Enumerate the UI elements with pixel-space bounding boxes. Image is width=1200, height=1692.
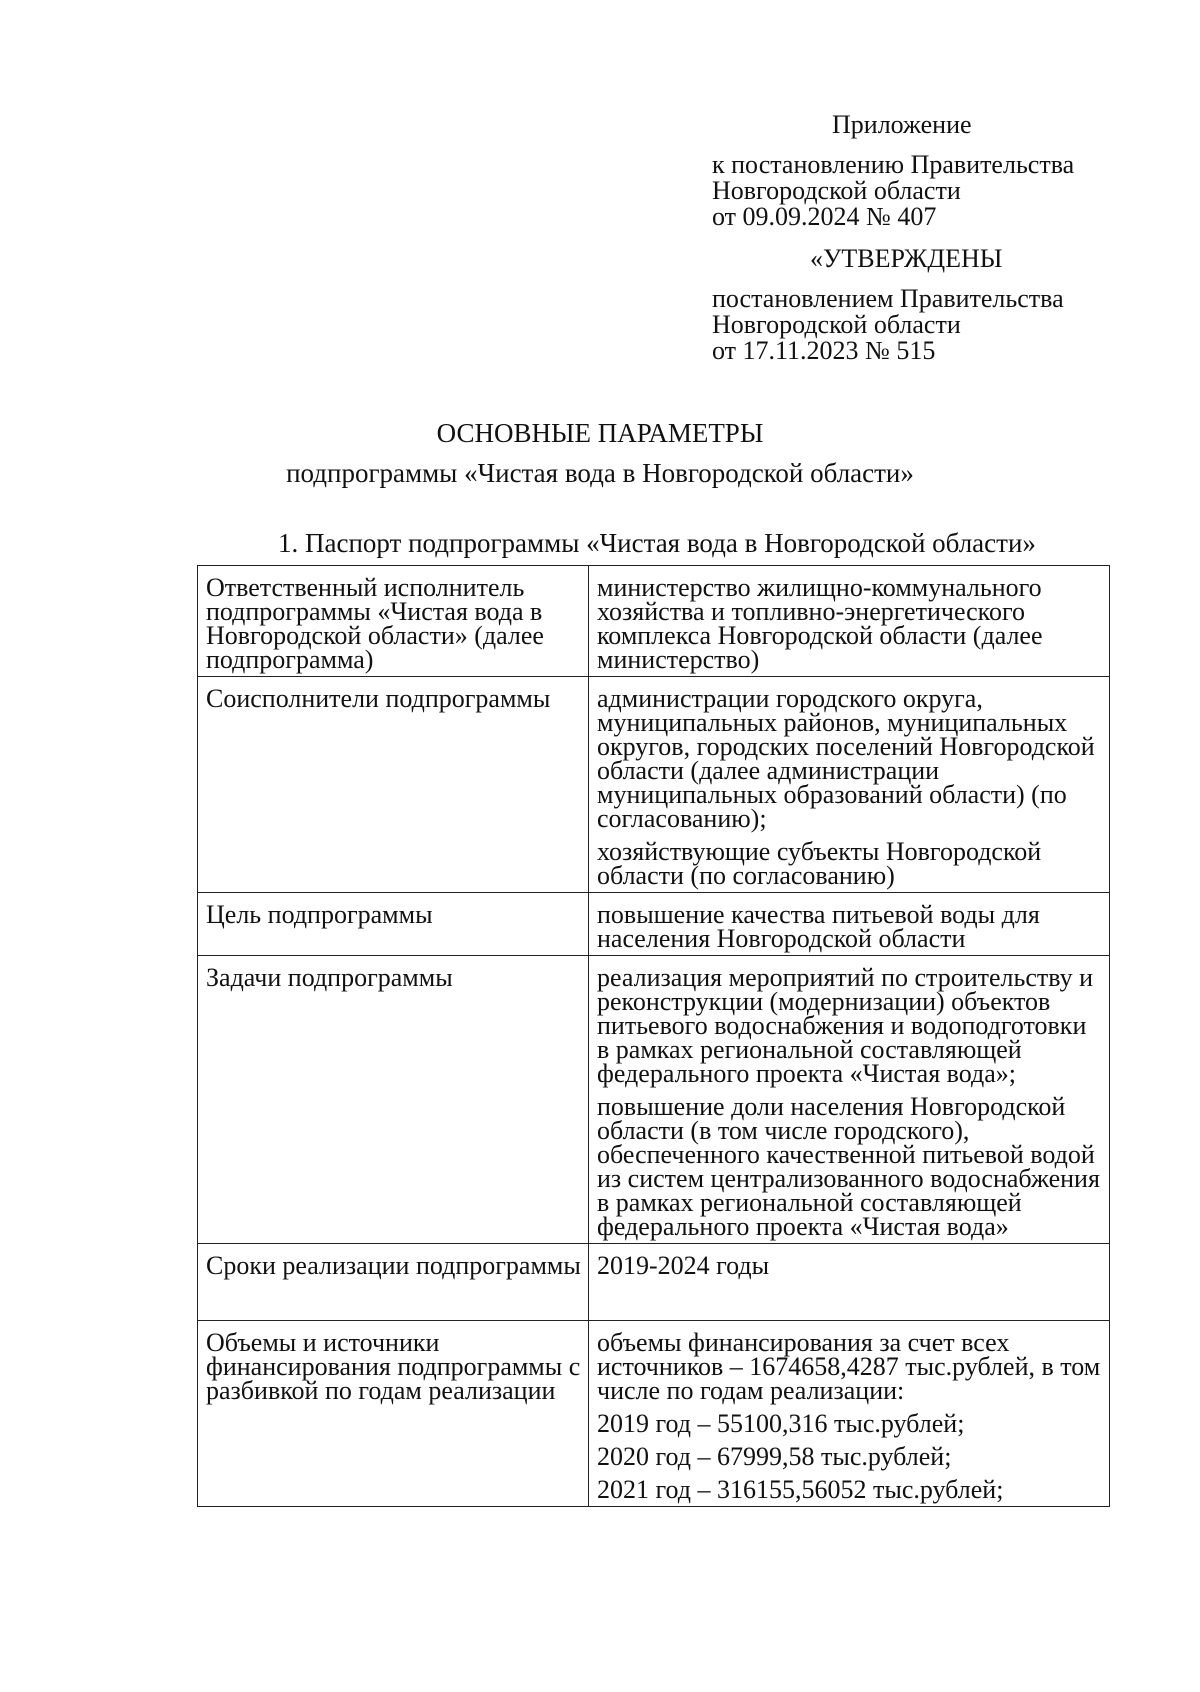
document-title: ОСНОВНЫЕ ПАРАМЕТРЫ [436,418,764,448]
value-paragraph: повышение качества питьевой воды для населения Новгородской области [597,900,1040,953]
value-paragraph: администрации городского округа, муниципальных районов, муниципальных округов, городских поселений Новгородской области (далее администрации муниципальных образований области) (по согласованию); [597,684,1095,833]
row-value-funding [589,1321,1110,1507]
row-value-tasks [589,956,1110,1244]
funding-year-2019: 2019 год – 55100,316 тыс.рублей; [597,1409,965,1438]
section-title: 1. Паспорт подпрограммы «Чистая вода в Новгородской области» [278,528,1036,558]
value-paragraph: повышение доли населения Новгородской области (в том числе городского), обеспеченного качественной питьевой водой из систем централизованного водоснабжения в рамках региональной составляющей федерального проекта «Чистая вода» [597,1092,1100,1241]
table-row [198,566,1110,677]
approved-title: «УТВЕРЖДЕНЫ [810,244,1003,273]
value-paragraph: хозяйствующие субъекты Новгородской области (по согласованию) [597,837,1042,890]
value-paragraph: 2019-2024 годы [597,1251,770,1280]
table-row [198,893,1110,956]
row-value-timeline [589,1244,1110,1321]
approved-reference [712,286,1064,364]
approved-line: Новгородской области [712,310,961,339]
row-label-goal: Цель подпрограммы [198,893,589,956]
funding-year-2020: 2020 год – 67999,58 тыс.рублей; [597,1442,952,1471]
approved-line: от 17.11.2023 № 515 [712,336,936,365]
row-label-timeline: Сроки реализации подпрограммы [198,1244,589,1321]
approved-line: постановлением Правительства [712,284,1064,313]
table-row [198,1321,1110,1507]
passport-table [197,565,1110,1507]
table-row [198,1244,1110,1321]
row-label-funding: Объемы и источники финансирования подпрограммы с разбивкой по годам реализации [198,1321,589,1507]
row-label-tasks: Задачи подпрограммы [198,956,589,1244]
value-paragraph: объемы финансирования за счет всех источников – 1674658,4287 тыс.рублей, в том числе по годам реализации: [597,1328,1101,1405]
annex-line: Новгородской области [712,176,961,205]
annex-line: к постановлению Правительства [712,150,1075,179]
funding-year-2021: 2021 год – 316155,56052 тыс.рублей; [597,1475,1004,1504]
row-value-responsible [589,566,1110,677]
value-paragraph: министерство жилищно-коммунального хозяйства и топливно-энергетического комплекса Новгородской области (далее министерство) [597,573,1043,674]
annex-reference [712,152,1074,230]
value-paragraph: реализация мероприятий по строительству и реконструкции (модернизации) объектов питьевого водоснабжения и водоподготовки в рамках региональной составляющей федерального проекта «Чистая вода»; [597,963,1094,1088]
row-label-responsible: Ответственный исполнитель подпрограммы «Чистая вода в Новгородской области» (далее подпрограмма) [198,566,589,677]
table-row [198,956,1110,1244]
table-row [198,677,1110,893]
row-value-goal [589,893,1110,956]
row-value-coexecutors [589,677,1110,893]
annex-line: от 09.09.2024 № 407 [712,202,937,231]
row-label-coexecutors: Соисполнители подпрограммы [198,677,589,893]
annex-title: Приложение [832,110,972,139]
document-subtitle: подпрограммы «Чистая вода в Новгородской области» [286,458,914,488]
